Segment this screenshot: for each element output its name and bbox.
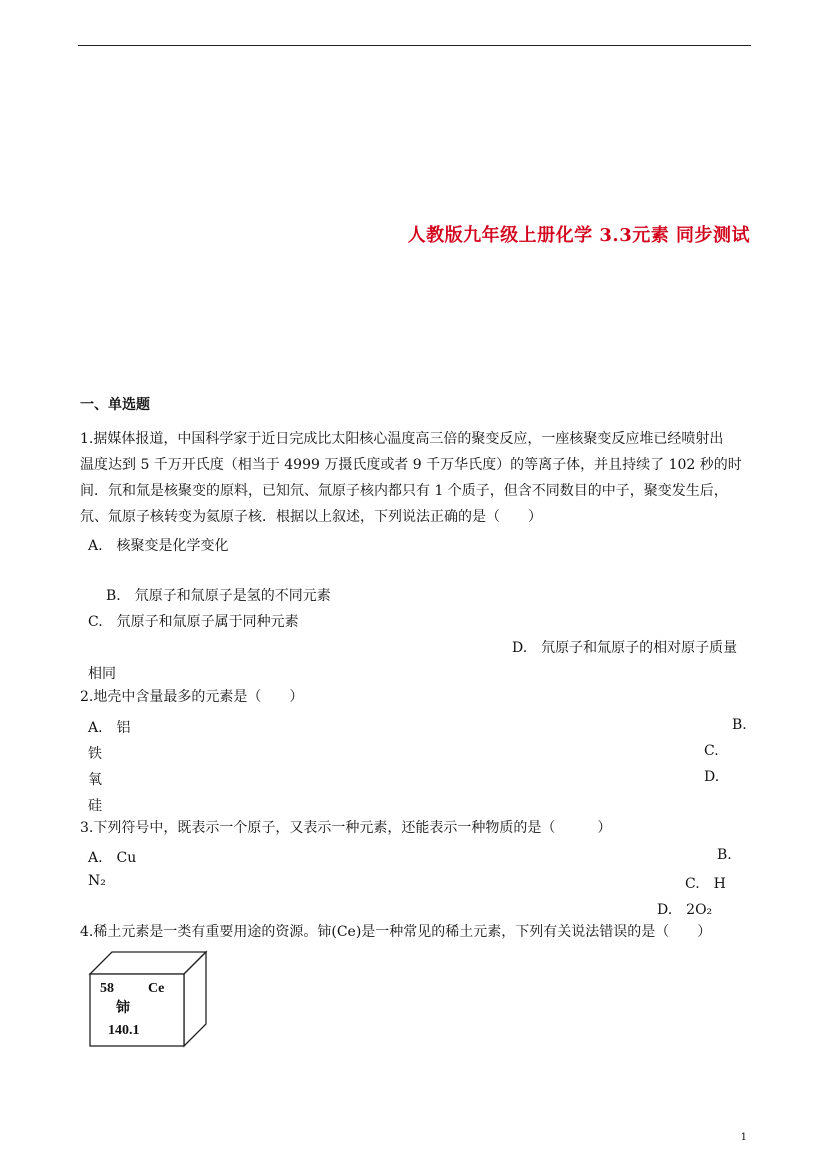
q2-stem: 2.地壳中含量最多的元素是（ ） xyxy=(80,689,304,705)
q1-stem-line-3: 间．氘和氚是核聚变的原料，已知氘、氚原子核内都只有 1 个质子，但含不同数目的中子，聚变发生后， xyxy=(80,483,728,499)
q3-option-b-label: B. xyxy=(717,847,732,863)
q4-stem: 4.稀土元素是一类有重要用途的资源。铈(Ce)是一种常见的稀土元素，下列有关说法错误的是（ ） xyxy=(80,924,712,940)
q2-option-b-text: 铁 xyxy=(88,746,102,762)
q2-option-d-text: 硅 xyxy=(88,798,102,814)
q2-option-c-text: 氧 xyxy=(88,772,102,788)
q2-option-c-label: C. xyxy=(704,743,719,759)
element-cube-figure xyxy=(86,950,210,1048)
q1-option-c: C. 氘原子和氚原子属于同种元素 xyxy=(88,614,299,630)
cube-element-symbol: Ce xyxy=(148,981,165,996)
q3-option-a: A. Cu xyxy=(88,850,137,866)
q1-stem-line-2: 温度达到 5 千万开氏度（相当于 4999 万摄氏度或者 9 千万华氏度）的等离子体，并且持续了 102 秒的时 xyxy=(80,457,742,473)
q1-stem-line-1: 1.据媒体报道，中国科学家于近日完成比太阳核心温度高三倍的聚变反应，一座核聚变反应堆已经喷射出 xyxy=(80,431,724,447)
page-number: 1 xyxy=(740,1132,747,1143)
cube-atomic-number: 58 xyxy=(100,981,114,996)
cube-element-name: 铈 xyxy=(116,1000,130,1016)
header-rule xyxy=(78,45,751,46)
q3-option-b-text: N₂ xyxy=(88,873,106,889)
q3-option-c: C. H xyxy=(685,876,726,892)
q1-option-d: D. 氘原子和氚原子的相对原子质量 xyxy=(512,640,738,656)
q2-option-d-label: D. xyxy=(704,769,720,785)
section-heading: 一、单选题 xyxy=(80,397,150,413)
q2-option-b-label: B. xyxy=(732,717,747,733)
page-title: 人教版九年级上册化学 3.3元素 同步测试 xyxy=(407,225,750,246)
q1-stem-line-4: 氘、氚原子核转变为氦原子核．根据以上叙述，下列说法正确的是（ ） xyxy=(80,509,542,525)
q3-option-d: D. 2O₂ xyxy=(657,902,713,918)
q3-stem: 3.下列符号中，既表示一个原子，又表示一种元素，还能表示一种物质的是（ ） xyxy=(80,820,612,836)
q1-option-a: A. 核聚变是化学变化 xyxy=(88,538,229,554)
q1-option-b: B. 氘原子和氚原子是氢的不同元素 xyxy=(106,588,331,604)
cube-atomic-mass: 140.1 xyxy=(108,1023,140,1038)
q2-option-a: A. 铝 xyxy=(88,720,131,736)
q1-option-d-cont: 相同 xyxy=(88,666,116,682)
